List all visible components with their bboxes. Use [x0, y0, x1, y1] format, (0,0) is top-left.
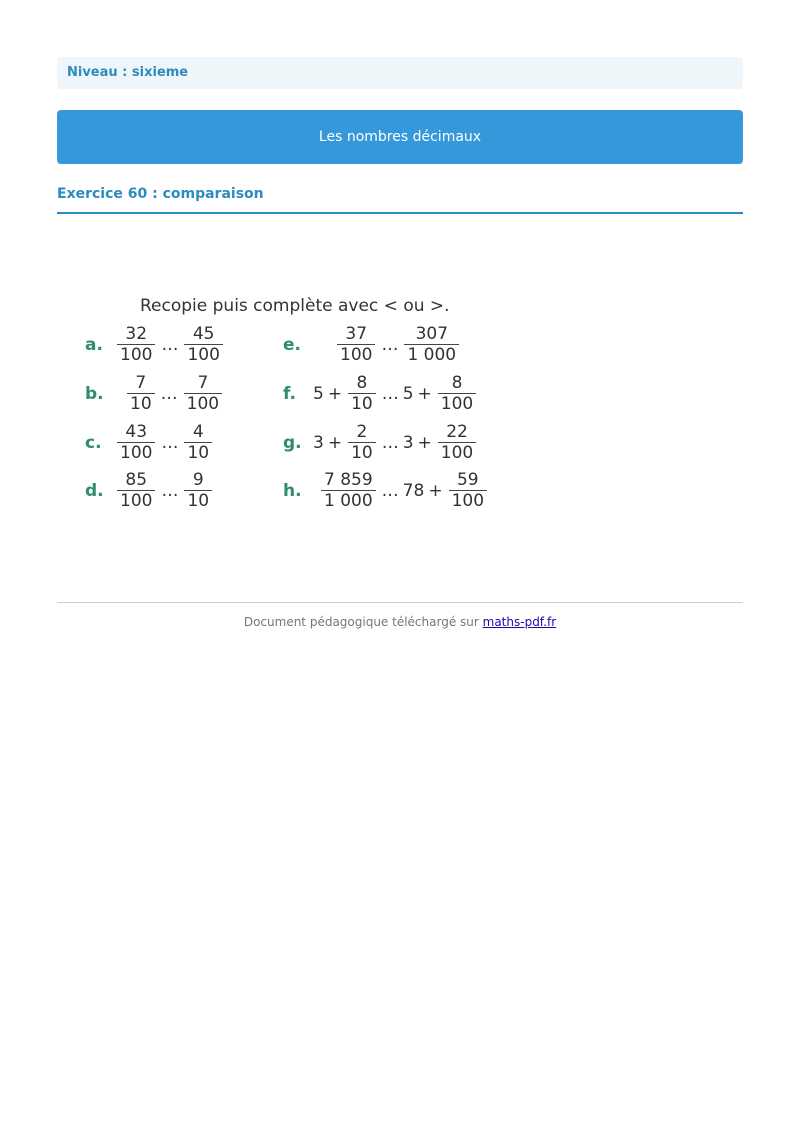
- numerator: 7: [197, 373, 209, 393]
- plus-sign: +: [327, 432, 343, 453]
- fraction-left: [337, 324, 375, 365]
- numerator: 4: [192, 422, 204, 442]
- denominator: 100: [117, 344, 155, 365]
- fraction-right: [438, 422, 476, 463]
- item-label: h.: [283, 480, 302, 501]
- numerator: 45: [192, 324, 215, 344]
- comparison-blank: …: [381, 383, 399, 404]
- denominator: 10: [184, 442, 212, 463]
- denominator: 100: [438, 393, 476, 414]
- item-d: [85, 470, 214, 511]
- plus-sign: +: [417, 383, 432, 404]
- level-badge: Niveau : sixieme: [57, 57, 743, 89]
- denominator: 100: [184, 344, 222, 365]
- fraction-right: [438, 373, 476, 414]
- denominator: 100: [117, 442, 155, 463]
- denominator: 100: [117, 490, 155, 511]
- comparison-blank: …: [161, 334, 179, 355]
- numerator: 8: [356, 373, 368, 393]
- numerator: 7: [135, 373, 147, 393]
- item-label: e.: [283, 334, 301, 355]
- integer-right: 3: [402, 432, 414, 453]
- fraction-left: [348, 373, 376, 414]
- item-e: [283, 324, 461, 365]
- denominator: 1 000: [404, 344, 459, 365]
- fraction-right: [404, 324, 459, 365]
- comparison-blank: …: [381, 334, 399, 355]
- numerator: 2: [356, 422, 368, 442]
- item-c: [85, 422, 214, 463]
- fraction-right: [449, 470, 487, 511]
- footer: [0, 615, 800, 629]
- item-label: b.: [85, 383, 104, 404]
- fraction-left: [127, 373, 155, 414]
- denominator: 100: [337, 344, 375, 365]
- chapter-banner: Les nombres décimaux: [57, 110, 743, 164]
- item-h: [283, 470, 489, 511]
- denominator: 100: [449, 490, 487, 511]
- comparison-blank: …: [381, 432, 399, 453]
- numerator: 22: [446, 422, 468, 442]
- denominator: 100: [184, 393, 222, 414]
- comparison-blank: …: [381, 480, 399, 501]
- item-label: f.: [283, 383, 296, 404]
- numerator: 7 859: [324, 470, 373, 490]
- denominator: 100: [438, 442, 476, 463]
- integer-left: 5: [313, 383, 324, 404]
- integer-right: 5: [402, 383, 414, 404]
- fraction-left: [348, 422, 376, 463]
- item-f: [283, 373, 478, 414]
- numerator: 59: [456, 470, 479, 490]
- fraction-left: [321, 470, 376, 511]
- plus-sign: +: [417, 432, 432, 453]
- item-g: [283, 422, 478, 463]
- exercise-title: Exercice 60 : comparaison: [57, 186, 743, 214]
- comparison-blank: …: [161, 480, 179, 501]
- item-a: [85, 324, 225, 365]
- item-label: d.: [85, 480, 104, 501]
- plus-sign: +: [327, 383, 343, 404]
- footer-text: Document pédagogique téléchargé sur: [243, 615, 483, 629]
- footer-link[interactable]: maths-pdf.fr: [482, 615, 557, 629]
- plus-sign: +: [428, 480, 443, 501]
- denominator: 10: [348, 442, 376, 463]
- exercise-instruction: Recopie puis complète avec < ou >.: [140, 296, 450, 316]
- integer-left: 3: [313, 432, 324, 453]
- denominator: 1 000: [321, 490, 376, 511]
- comparison-blank: …: [161, 432, 179, 453]
- denominator: 10: [127, 393, 155, 414]
- fraction-right: [184, 324, 222, 365]
- numerator: 85: [125, 470, 148, 490]
- numerator: 37: [345, 324, 368, 344]
- fraction-left: [117, 422, 155, 463]
- numerator: 43: [125, 422, 148, 442]
- comparison-blank: …: [160, 383, 178, 404]
- fraction-left: [117, 470, 155, 511]
- numerator: 8: [451, 373, 463, 393]
- numerator: 307: [415, 324, 449, 344]
- denominator: 10: [348, 393, 376, 414]
- denominator: 10: [184, 490, 212, 511]
- item-label: c.: [85, 432, 102, 453]
- item-label: a.: [85, 334, 103, 355]
- fraction-left: [117, 324, 155, 365]
- fraction-right: [184, 470, 212, 511]
- item-b: [85, 373, 224, 414]
- fraction-right: [184, 373, 222, 414]
- integer-right: 78: [402, 480, 425, 501]
- footer-divider: [57, 602, 743, 603]
- item-label: g.: [283, 432, 302, 453]
- fraction-right: [184, 422, 212, 463]
- numerator: 32: [125, 324, 148, 344]
- numerator: 9: [192, 470, 204, 490]
